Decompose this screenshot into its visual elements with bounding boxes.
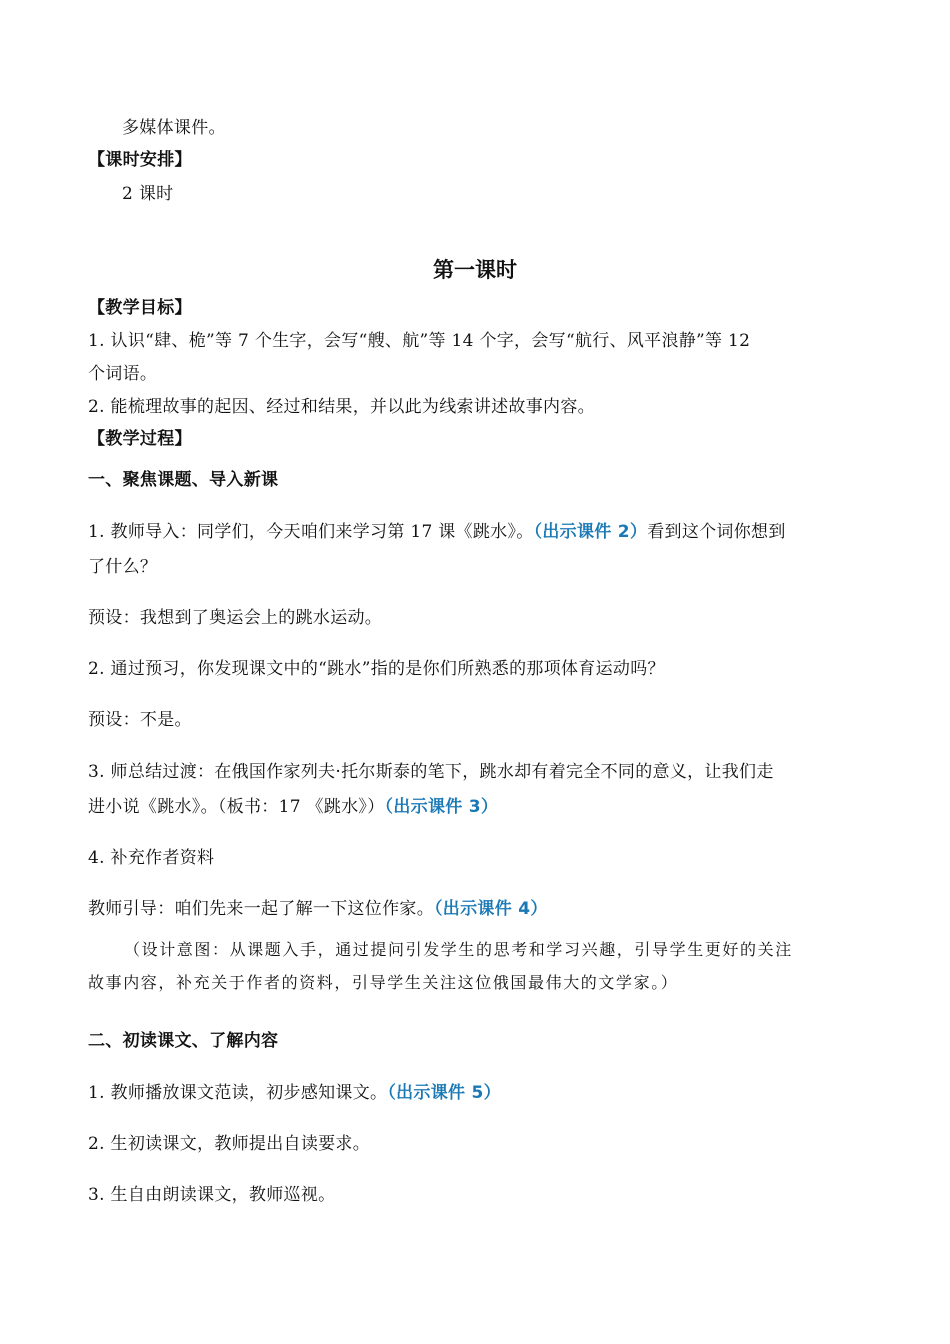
guide-text: 教师引导：咱们先来一起了解一下这位作家。 (88, 899, 434, 919)
process-heading: 【教学过程】 (88, 429, 192, 449)
objective-2: 2. 能梳理故事的起因、经过和结果，并以此为线索讲述故事内容。 (88, 397, 595, 417)
courseware-cue-2: （出示课件 2） (533, 522, 648, 542)
section-1-heading: 一、聚焦课题、导入新课 (88, 470, 279, 490)
section-2-step-1-text: 1. 教师播放课文范读，初步感知课文。 (88, 1083, 388, 1103)
section-2-step-3: 3. 生自由朗读课文，教师巡视。 (88, 1185, 336, 1205)
step-1-text-after: 看到这个词你想到 (647, 522, 786, 542)
schedule-heading: 【课时安排】 (88, 150, 192, 170)
section-2-step-2: 2. 生初读课文，教师提出自读要求。 (88, 1134, 371, 1154)
preset-2: 预设：不是。 (88, 710, 192, 730)
objective-1-line2: 个词语。 (88, 364, 158, 384)
design-intent-line1: （设计意图：从课题入手，通过提问引发学生的思考和学习兴趣，引导学生更好的关注 (124, 940, 793, 959)
section-1-step-1-line1 (88, 520, 786, 544)
courseware-cue-4: （出示课件 4） (434, 899, 548, 919)
courseware-cue-5: （出示课件 5） (387, 1083, 501, 1103)
step-3-text: 进小说《跳水》。（板书：17 《跳水》） (88, 797, 385, 817)
section-1-step-1-line2: 了什么？ (88, 557, 158, 577)
section-1-step-3-line1: 3. 师总结过渡：在俄国作家列夫·托尔斯泰的笔下，跳水却有着完全不同的意义，让我们走 (88, 762, 774, 782)
preset-1: 预设：我想到了奥运会上的跳水运动。 (88, 608, 383, 628)
section-1-step-3-line2 (88, 795, 498, 819)
section-1-step-2: 2. 通过预习，你发现课文中的“跳水”指的是你们所熟悉的那项体育运动吗？ (88, 659, 665, 679)
materials-text: 多媒体课件。 (122, 118, 226, 138)
schedule-value: 2 课时 (122, 184, 174, 204)
step-1-text: 1. 教师导入：同学们，今天咱们来学习第 17 课《跳水》。 (88, 522, 534, 542)
section-2-heading: 二、初读课文、了解内容 (88, 1031, 279, 1051)
lesson-title: 第一课时 (433, 258, 517, 282)
section-1-step-4: 4. 补充作者资料 (88, 848, 215, 868)
objectives-heading: 【教学目标】 (88, 298, 192, 318)
section-2-step-1 (88, 1081, 501, 1105)
objective-1-line1: 1. 认识“肆、桅”等 7 个生字，会写“艘、航”等 14 个字，会写“航行、风平浪静”等 12 (88, 331, 751, 351)
courseware-cue-3: （出示课件 3） (384, 797, 499, 817)
design-intent-line2: 故事内容，补充关于作者的资料，引导学生关注这位俄国最伟大的文学家。） (88, 973, 679, 992)
teacher-guide (88, 897, 548, 921)
